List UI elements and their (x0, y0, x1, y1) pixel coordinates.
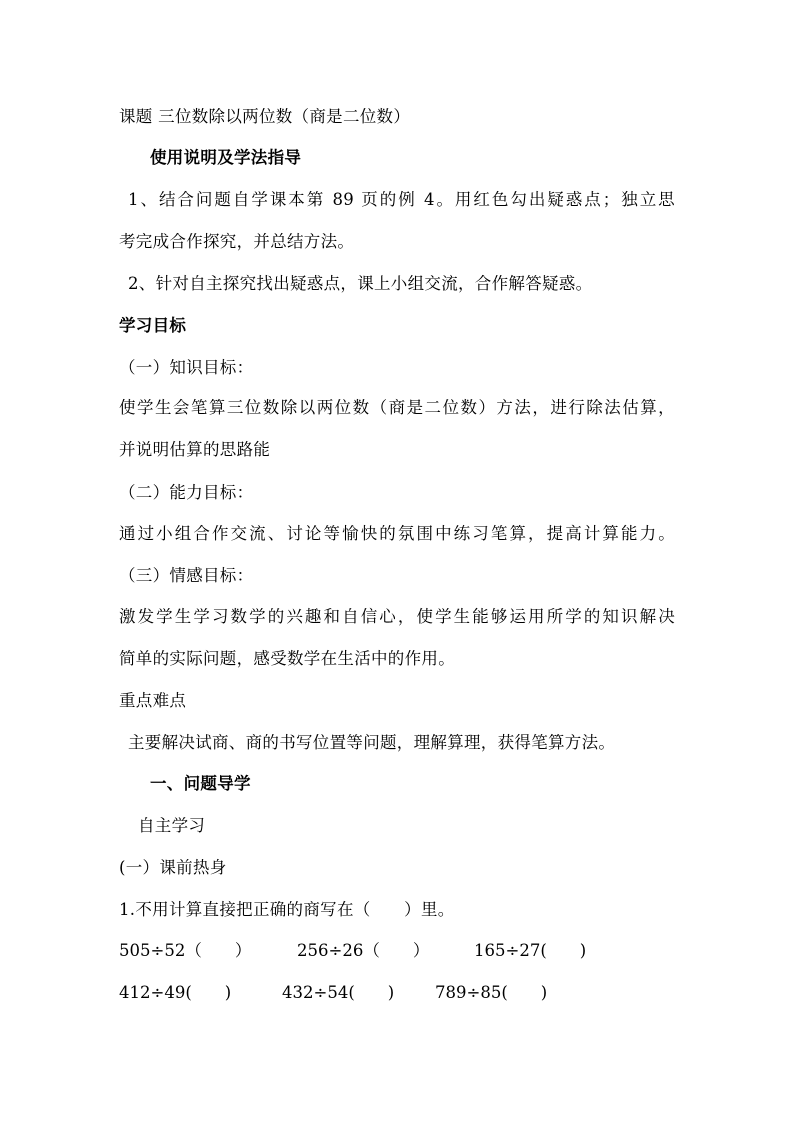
exercise-1-1: 505÷52（ ） (119, 941, 252, 960)
ability-goal-text: 通过小组合作交流、讨论等愉快的氛围中练习笔算，提高计算能力。 (119, 524, 675, 543)
lesson-title: 课题 三位数除以两位数（商是二位数） (119, 107, 411, 126)
knowledge-goal-line-1: 使学生会笔算三位数除以两位数（商是二位数）方法，进行除法估算， (119, 398, 675, 417)
key-points-heading: 重点难点 (119, 691, 187, 710)
question-1: 1.不用计算直接把正确的商写在（ ）里。 (119, 900, 455, 919)
instructions-heading: 使用说明及学法指导 (150, 148, 302, 167)
emotion-goal-line-1: 激发学生学习数学的兴趣和自信心，使学生能够运用所学的知识解决 (119, 607, 675, 626)
knowledge-goal-label: （一）知识目标： (119, 358, 254, 377)
exercise-1-2: 256÷26（ ） (297, 941, 430, 960)
goals-heading: 学习目标 (119, 316, 187, 335)
section-1-heading: 一、问题导学 (150, 774, 251, 793)
ability-goal-label: （二）能力目标： (119, 483, 254, 502)
self-study-heading: 自主学习 (138, 816, 206, 835)
instruction-item-1-line-1: 1、结合问题自学课本第 89 页的例 4。用红色勾出疑惑点；独立思 (128, 190, 675, 209)
instruction-item-1-line-2: 考完成合作探究，并总结方法。 (119, 232, 355, 251)
warmup-heading: (一）课前热身 (119, 858, 227, 877)
instruction-item-2: 2、针对自主探究找出疑惑点，课上小组交流，合作解答疑惑。 (128, 274, 593, 293)
exercise-2-1: 412÷49( ) (119, 983, 232, 1002)
knowledge-goal-line-2: 并说明估算的思路能 (119, 440, 271, 459)
key-points-text: 主要解决试商、商的书写位置等问题，理解算理，获得笔算方法。 (128, 733, 616, 752)
exercise-2-3: 789÷85( ) (435, 983, 548, 1002)
exercise-2-2: 432÷54( ) (282, 983, 395, 1002)
emotion-goal-label: （三）情感目标： (119, 566, 254, 585)
exercise-1-3: 165÷27( ) (474, 941, 587, 960)
emotion-goal-line-2: 简单的实际问题，感受数学在生活中的作用。 (119, 649, 455, 668)
